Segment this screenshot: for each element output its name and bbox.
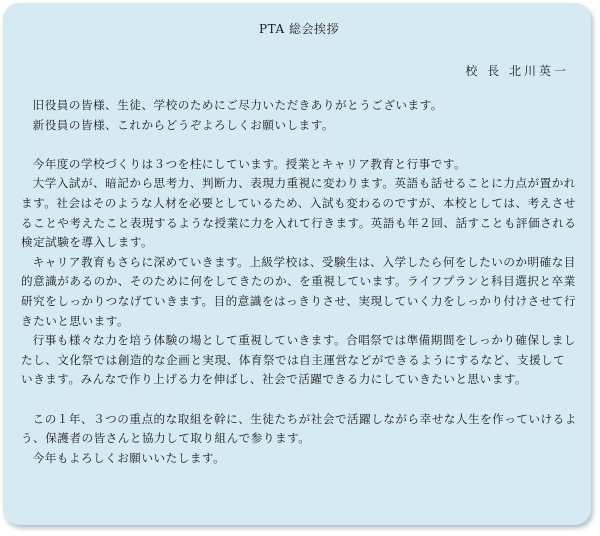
document-body [21,96,577,468]
paragraph: キャリア教育もさらに深めていきます。上級学校は、受験生は、入学したら何をしたいのか明確な目的意識があるのか、そのために何をしてきたのか、を重視しています。ライフプランと科目選択と卒業研究をしっかりつなげていきます。目的意識をはっきりさせ、実現していく力をしっかり付けさせて行きたいと思います。 [21,254,577,328]
paragraph: 旧役員の皆様、生徒、学校のためにご尽力いただきありがとうございます。 [32,98,443,112]
document-title: PTA 総会挨拶 [259,22,339,36]
paragraph: 今年もよろしくお願いいたします。 [32,450,226,465]
paragraph-spacer [21,390,577,410]
paragraph: 新役員の皆様、これからどうぞよろしくお願いします。 [32,117,335,132]
greeting-panel [3,3,591,525]
paragraph: 今年度の学校づくりは３つを柱にしています。授業とキャリア教育と行事です。 [32,156,467,171]
paragraph: 大学入試が、暗記から思考力、判断力、表現力重視に変わります。英語も話せることに力点が置かれます。社会はそのような人材を必要としているため、入試も変わるのですが、本校としては、考えさせることや考えたこと表現するような授業に力を入れて行きます。英語も年２回、話すことも評価される検定試験を導入します。 [21,176,577,250]
paragraph-spacer [21,135,577,155]
paragraph: 行事も様々な力を培う体験の場として重視していきます。合唱祭では準備期間をしっかり確保しましたし、文化祭では創造的な企画と実現、体育祭では自主運営などができるようにするなど、支援していきます。みんなで作り上げる力を伸ばし、社会で活躍できる力にしていきたいと思います。 [21,333,576,387]
paragraph: この１年、３つの重点的な取組を幹に、生徒たちが社会で活躍しながら幸せな人生を作っていけるよう、保護者の皆さんと協力して取り組んで参ります。 [21,411,577,446]
principal-signature: 校 長 北川英一 [465,64,569,78]
